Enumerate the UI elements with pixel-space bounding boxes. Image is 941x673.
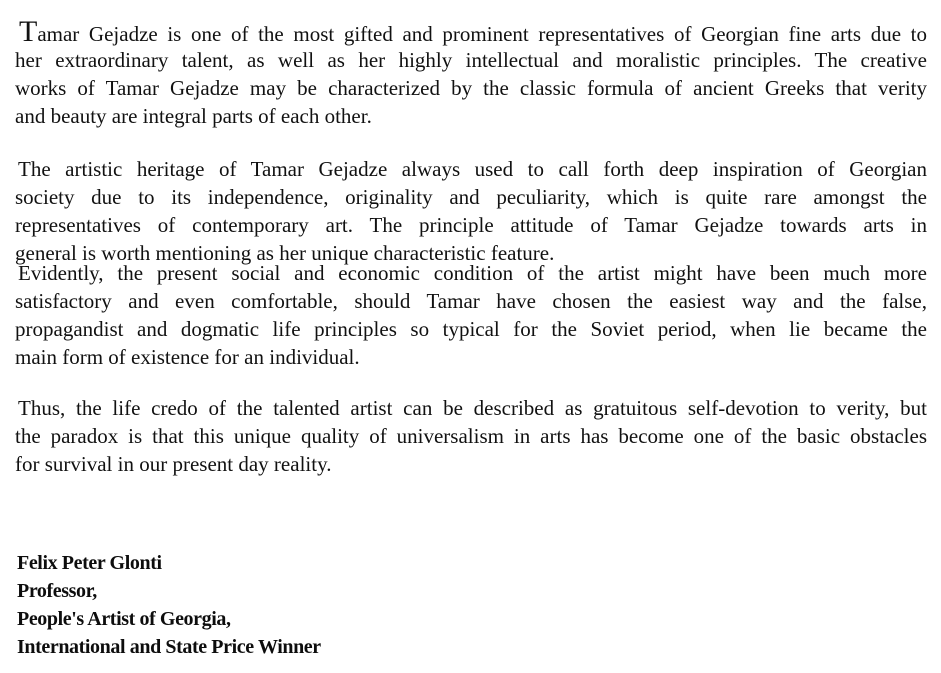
paragraph-condition (15, 259, 927, 371)
text-line-content: amar Gejadze is one of the most gifted and prominent representatives of Georgian fine arts due to (37, 22, 927, 46)
author-title: Professor, (17, 580, 97, 602)
signature-block (17, 549, 321, 661)
text-line: Evidently, the present social and economic condition of the artist might have been much more (18, 261, 927, 285)
text-line (15, 15, 927, 48)
text-line: works of Tamar Gejadze may be characterized by the classic formula of ancient Greeks that verity (15, 76, 927, 100)
text-line: society due to its independence, originality and peculiarity, which is quite rare amongst the (15, 185, 927, 209)
text-line: main form of existence for an individual. (15, 345, 360, 369)
text-line: for survival in our present day reality. (15, 452, 332, 476)
text-line: propagandist and dogmatic life principles so typical for the Soviet period, when lie became the (15, 317, 927, 341)
text-line: representatives of contemporary art. The principle attitude of Tamar Gejadze towards arts in (15, 213, 927, 237)
text-line: and beauty are integral parts of each other. (15, 104, 372, 128)
drop-cap: T (19, 15, 38, 48)
paragraph-heritage (15, 155, 927, 267)
author-title: International and State Price Winner (17, 636, 321, 658)
text-line: satisfactory and even comfortable, should Tamar have chosen the easiest way and the false, (15, 289, 927, 313)
author-name: Felix Peter Glonti (17, 552, 162, 574)
text-line: The artistic heritage of Tamar Gejadze always used to call forth deep inspiration of Georgian (18, 157, 927, 181)
text-line: her extraordinary talent, as well as her highly intellectual and moralistic principles. The creative (15, 48, 927, 72)
paragraph-intro (15, 15, 927, 130)
text-line: Thus, the life credo of the talented artist can be described as gratuitous self-devotion to verity, but (18, 396, 927, 420)
text-line: general is worth mentioning as her unique characteristic feature. (15, 241, 555, 265)
paragraph-credo (15, 394, 927, 478)
author-title: People's Artist of Georgia, (17, 608, 231, 630)
text-line: the paradox is that this unique quality of universalism in arts has become one of the basic obstacles (15, 424, 927, 448)
